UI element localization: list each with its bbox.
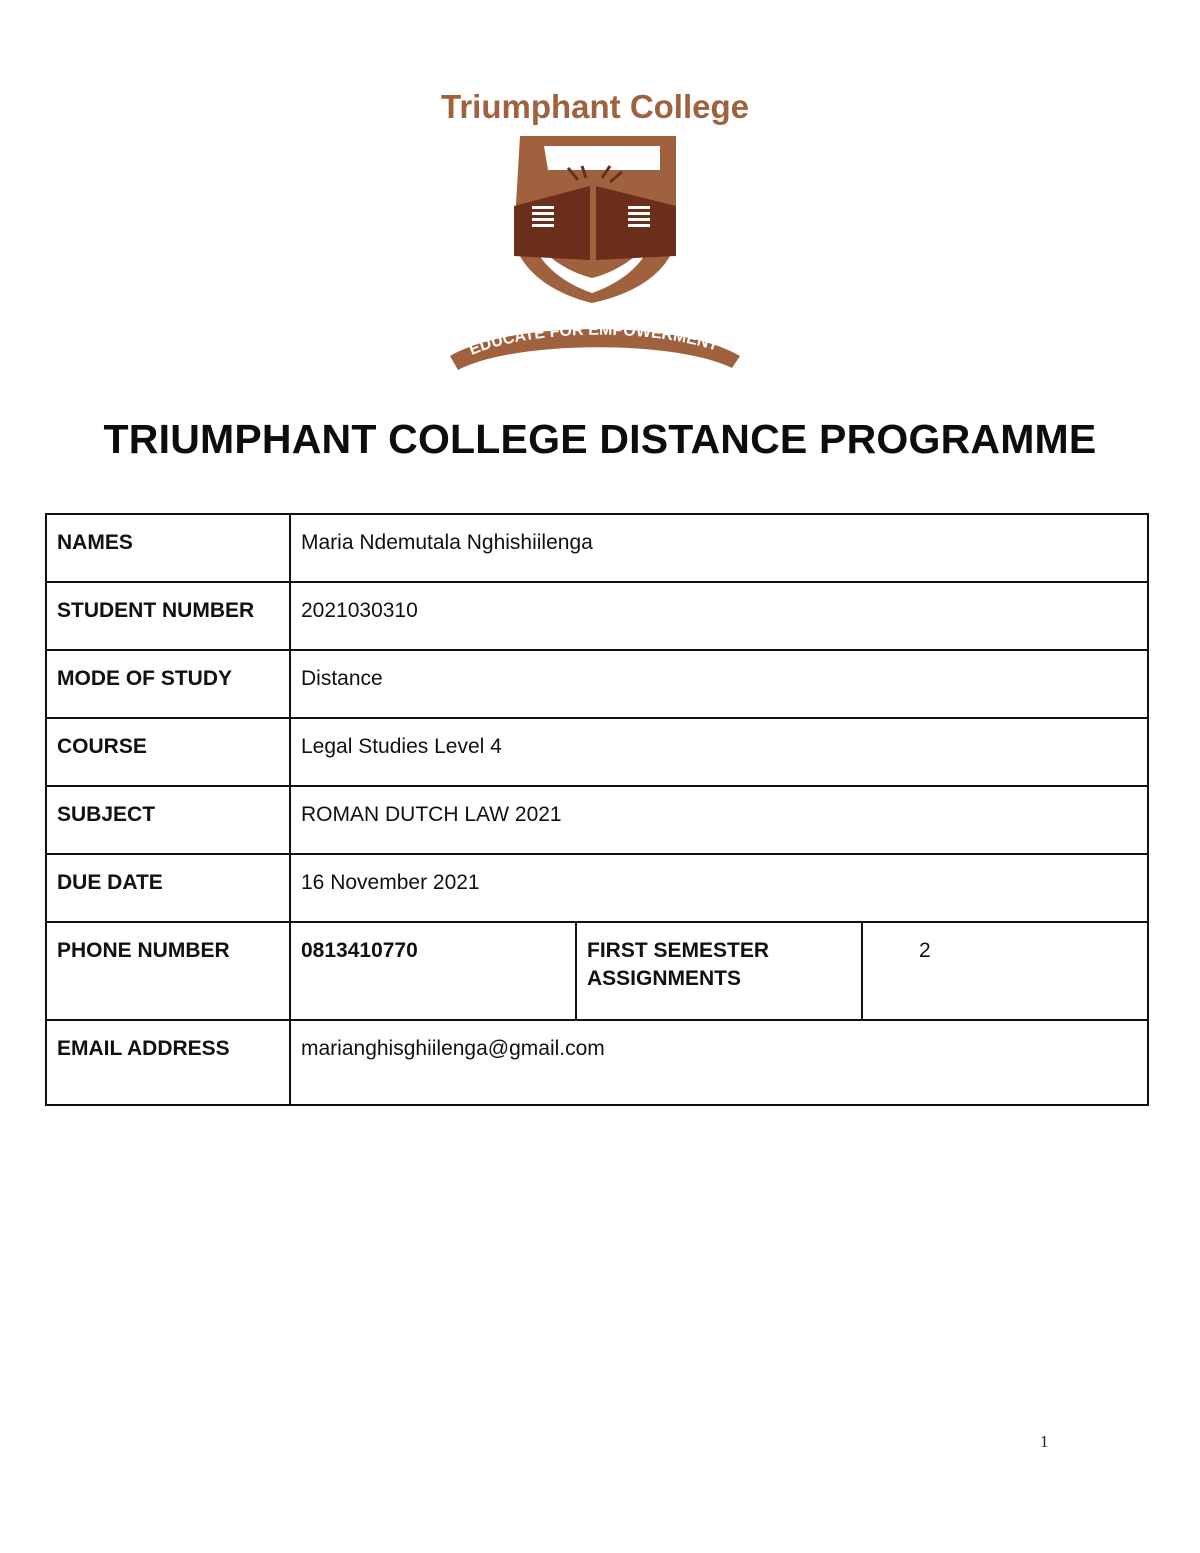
- table-row: [46, 718, 1148, 786]
- email-address-value: marianghisghiilenga@gmail.com: [290, 1020, 1148, 1105]
- table-row: [46, 650, 1148, 718]
- names-value: Maria Ndemutala Nghishiilenga: [290, 514, 1148, 582]
- cover-details-table: [45, 513, 1149, 1106]
- first-semester-assignments-label: FIRST SEMESTER ASSIGNMENTS: [576, 922, 862, 1020]
- due-date-value: 16 November 2021: [290, 854, 1148, 922]
- student-number-value: 2021030310: [290, 582, 1148, 650]
- college-logo: [440, 88, 750, 378]
- page-title: TRIUMPHANT COLLEGE DISTANCE PROGRAMME: [103, 416, 1097, 462]
- course-label: COURSE: [46, 718, 290, 786]
- page-number: 1: [1040, 1432, 1049, 1451]
- course-value: Legal Studies Level 4: [290, 718, 1148, 786]
- names-label: NAMES: [46, 514, 290, 582]
- table-row: [46, 854, 1148, 922]
- student-number-label: STUDENT NUMBER: [46, 582, 290, 650]
- table-row: [46, 582, 1148, 650]
- logo-motto: EDUCATE FOR EMPOWERMENT: [466, 321, 721, 359]
- subject-label: SUBJECT: [46, 786, 290, 854]
- mode-of-study-value: Distance: [290, 650, 1148, 718]
- table-row: [46, 922, 1148, 1020]
- phone-number-label: PHONE NUMBER: [46, 922, 290, 1020]
- table-row: [46, 514, 1148, 582]
- logo-wordmark: Triumphant College: [440, 88, 750, 125]
- phone-number-value: 0813410770: [290, 922, 576, 1020]
- logo-shield-inner: [544, 146, 660, 170]
- table-row: [46, 1020, 1148, 1105]
- email-address-label: EMAIL ADDRESS: [46, 1020, 290, 1105]
- due-date-label: DUE DATE: [46, 854, 290, 922]
- mode-of-study-label: MODE OF STUDY: [46, 650, 290, 718]
- table-row: [46, 786, 1148, 854]
- first-semester-assignments-value: 2: [862, 922, 1148, 1020]
- subject-value: ROMAN DUTCH LAW 2021: [290, 786, 1148, 854]
